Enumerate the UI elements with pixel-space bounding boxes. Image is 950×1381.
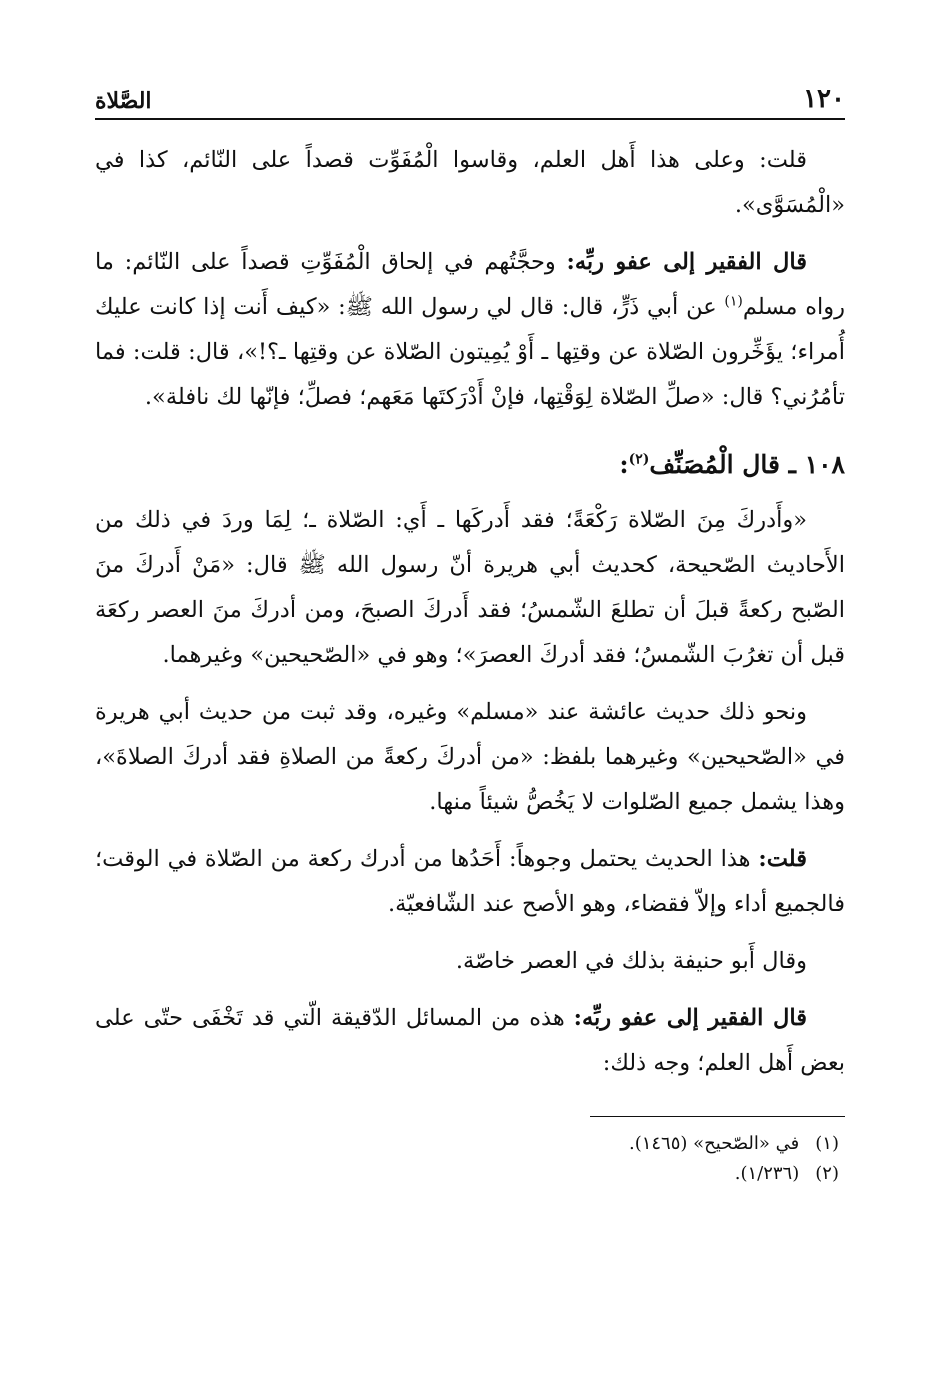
paragraph-7 <box>95 996 845 1086</box>
section-heading-suffix: : <box>619 450 629 479</box>
footnote-1-number: (١) <box>815 1133 839 1154</box>
section-heading-text: ١٠٨ ـ قال الْمُصَنِّف <box>649 450 845 479</box>
body-text <box>95 138 845 1086</box>
paragraph-7-text: هذه من المسائل الدّقيقة الّتي قد تَخْفَى حتّى على بعض أَهل العلم؛ وجه ذلك: <box>95 1005 845 1076</box>
paragraph-6 <box>95 939 845 984</box>
paragraph-4-text: ونحو ذلك حديث عائشة عند «مسلم» وغيره، وقد ثبت من حديث أبي هريرة في «الصّحيحين» وغيرهما بلفظ: «من أدركَ ركعةً من الصلاةِ فقد أدركَ الصلاةَ»، وهذا يشمل جميع الصّلوات لا يَخُصُّ شيئاً منها. <box>95 699 845 815</box>
paragraph-2 <box>95 240 845 420</box>
paragraph-5-lead: قلت: <box>758 846 807 872</box>
paragraph-5 <box>95 837 845 927</box>
paragraph-3 <box>95 498 845 678</box>
footnote-ref-1[interactable]: (١) <box>724 293 743 310</box>
footnote-2-text: (١/٢٣٦). <box>734 1163 800 1184</box>
section-heading <box>95 442 845 488</box>
header-title: الصَّلاة <box>95 88 152 114</box>
paragraph-7-lead: قال الفقير إلى عفو ربِّه: <box>573 1005 807 1031</box>
footnote-divider <box>590 1116 845 1117</box>
paragraph-2-lead: قال الفقير إلى عفو ربِّه: <box>566 249 808 275</box>
footnotes <box>95 1129 845 1189</box>
paragraph-1 <box>95 138 845 228</box>
footnote-2 <box>95 1159 845 1189</box>
paragraph-4 <box>95 690 845 825</box>
page <box>95 78 845 1189</box>
footnote-1 <box>95 1129 845 1159</box>
paragraph-1-text: قلت: وعلى هذا أَهل العلم، وقاسوا الْمُفَوِّت قصداً على النّائم، كذا في «الْمُسَوَّى». <box>95 147 845 218</box>
page-number: ١٢٠ <box>803 84 845 114</box>
paragraph-5-text: هذا الحديث يحتمل وجوهاً: أَحَدُها من أدرك ركعة من الصّلاة في الوقت؛ فالجميع أداء وإلاّ فقضاء، وهو الأصح عند الشّافعيّة. <box>95 846 845 917</box>
paragraph-2-text-b: عن أبي ذَرٍّ، قال: قال لي رسول الله ﷺ: «كيف أَنت إذا كانت عليك أُمراء؛ يؤَخِّرون الصّلاة عن وقتِها ـ أَوْ يُمِيتون الصّلاة عن وقتِها ـ؟!»، قال: قلت: فما تأمُرُني؟ قال: «صلِّ الصّلاة لِوَقْتِها، فإنْ أَدْرَكتَها مَعَهم؛ فصلِّ؛ فإنّها لك نافلة». <box>95 294 845 410</box>
footnote-ref-2[interactable]: (٢) <box>628 451 650 468</box>
paragraph-6-text: وقال أَبو حنيفة بذلك في العصر خاصّة. <box>455 948 807 974</box>
footnote-1-text: في «الصّحيح» (١٤٦٥). <box>628 1133 800 1154</box>
running-header <box>95 78 845 120</box>
footnote-2-number: (٢) <box>815 1163 839 1184</box>
paragraph-2-text-a: وحجَّتُهم في إلحاق الْمُفَوِّتِ قصداً على النّائم: ما رواه مسلم <box>95 249 845 320</box>
paragraph-3-text: «وأَدركَ مِنَ الصّلاة رَكْعَةً؛ فقد أَدركَها ـ أَي: الصّلاة ـ؛ لِمَا وردَ في ذلك من الأَحاديث الصّحيحة، كحديث أبي هريرة أنّ رسول الله ﷺ قال: «مَنْ أَدركَ منَ الصّبح ركعةً قبلَ أن تطلعَ الشّمسُ؛ فقد أَدركَ الصبحَ، ومن أدركَ منَ العصر ركعَة قبل أن تغرُبَ الشّمسُ؛ فقد أدركَ العصرَ»؛ وهو في «الصّحيحين» وغيرهما. <box>95 507 845 668</box>
